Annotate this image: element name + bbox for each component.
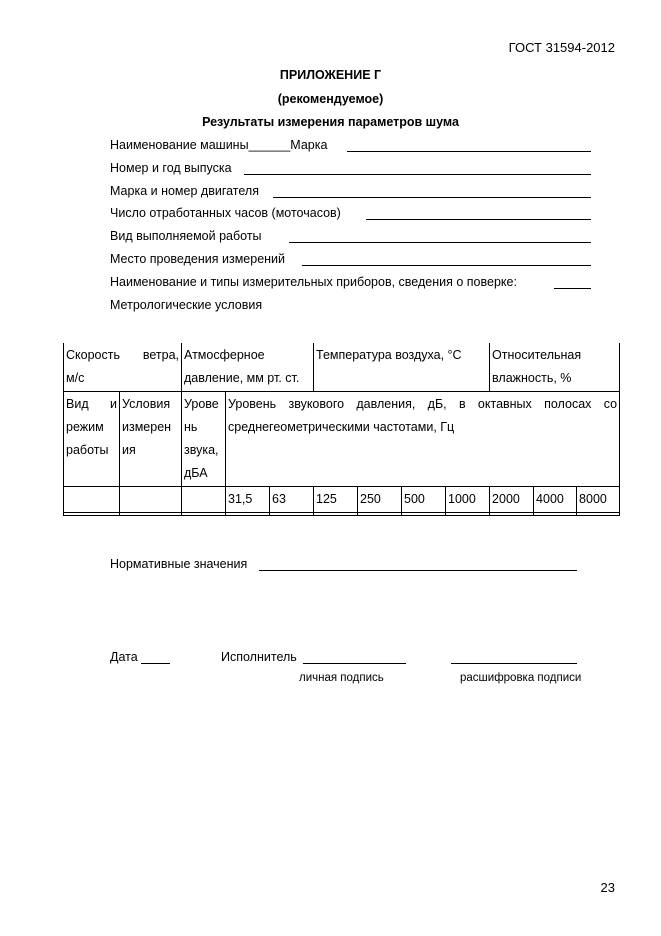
appendix-heading: Результаты измерения параметров шума <box>202 115 459 129</box>
data-cell[interactable] <box>534 513 577 516</box>
data-cell[interactable] <box>314 513 358 516</box>
sound-level-header-cell: Урове нь звука, дБА <box>182 392 226 487</box>
data-row[interactable] <box>64 513 620 516</box>
conditions-row <box>64 343 620 392</box>
spl-header-cell: Уровень звукового давления, дБ, в октавных полосах со среднегеометрическими частотами, Гц <box>226 392 620 462</box>
data-cell[interactable] <box>358 513 402 516</box>
freq-1000: 1000 <box>446 487 490 513</box>
noise-results-table <box>63 343 620 516</box>
data-cell[interactable] <box>64 513 120 516</box>
signature-decode-caption: расшифровка подписи <box>460 672 582 684</box>
field-number-year-line[interactable] <box>244 174 591 175</box>
appendix-status: (рекомендуемое) <box>277 92 384 106</box>
field-place-line[interactable] <box>302 265 591 266</box>
field-hours-line[interactable] <box>366 219 591 220</box>
data-cell[interactable] <box>182 513 226 516</box>
humidity-cell: Относительная влажность, % <box>490 343 620 392</box>
field-machine-name: Наименование машины______Марка <box>110 138 328 152</box>
executor-label: Исполнитель <box>221 650 297 664</box>
field-number-year: Номер и год выпуска <box>110 161 232 175</box>
freq-63: 63 <box>270 487 314 513</box>
header-row <box>64 392 620 462</box>
freq-31-5: 31,5 <box>226 487 270 513</box>
standard-number: ГОСТ 31594-2012 <box>508 40 615 55</box>
freq-4000: 4000 <box>534 487 577 513</box>
data-cell[interactable] <box>577 513 620 516</box>
data-cell[interactable] <box>446 513 490 516</box>
personal-signature-caption: личная подпись <box>299 672 384 684</box>
field-instruments-line[interactable] <box>554 288 591 289</box>
normative-line[interactable] <box>259 570 577 571</box>
field-instruments: Наименование и типы измерительных приборов, сведения о поверке: <box>110 275 517 289</box>
wind-speed-unit: м/с <box>66 371 85 385</box>
normative-label: Нормативные значения <box>110 557 248 571</box>
pressure-cell: Атмосферное давление, мм рт. ст. <box>182 343 314 392</box>
data-cell[interactable] <box>270 513 314 516</box>
date-label: Дата <box>110 650 138 664</box>
appendix-title: ПРИЛОЖЕНИЕ Г <box>279 68 382 82</box>
data-cell[interactable] <box>120 513 182 516</box>
freq-125: 125 <box>314 487 358 513</box>
field-work-type-line[interactable] <box>289 242 591 243</box>
mode-header-cell: Вид и режим работы <box>64 392 120 487</box>
temperature-cell: Температура воздуха, °С <box>314 343 490 392</box>
field-place: Место проведения измерений <box>110 252 286 266</box>
wind-speed-label: Скорость ветра, <box>66 348 180 362</box>
date-line[interactable] <box>141 663 170 664</box>
frequency-row <box>64 487 620 513</box>
field-hours: Число отработанных часов (моточасов) <box>110 206 341 220</box>
field-engine-line[interactable] <box>273 197 591 198</box>
conditions-header-cell: Условия измерен ия <box>120 392 182 487</box>
signature-decode-line[interactable] <box>451 663 577 664</box>
field-metro: Метрологические условия <box>110 298 263 312</box>
freq-2000: 2000 <box>490 487 534 513</box>
data-cell[interactable] <box>402 513 446 516</box>
wind-speed-cell <box>64 343 182 392</box>
freq-250: 250 <box>358 487 402 513</box>
field-machine-brand-line[interactable] <box>347 151 591 152</box>
field-engine: Марка и номер двигателя <box>110 184 259 198</box>
data-cell[interactable] <box>226 513 270 516</box>
personal-signature-line[interactable] <box>303 663 406 664</box>
freq-500: 500 <box>402 487 446 513</box>
freq-8000: 8000 <box>577 487 620 513</box>
page-number: 23 <box>600 880 615 895</box>
field-work-type: Вид выполняемой работы <box>110 229 262 243</box>
data-cell[interactable] <box>490 513 534 516</box>
